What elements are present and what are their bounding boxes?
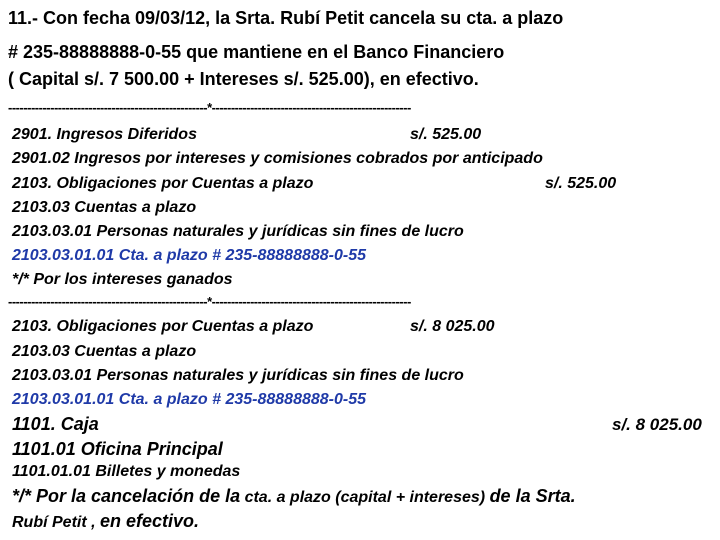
account-row-caja: 1101. Caja [12, 414, 99, 434]
account-row: 2901.02 Ingresos por intereses y comisiones cobrados por anticipado [12, 150, 543, 167]
gloss-name: Rubí Petit , [12, 514, 96, 531]
account-row-highlight: 2103.03.01.01 Cta. a plazo # 235-88888888-0-55 [12, 247, 367, 264]
debit-amount: s/. 525.00 [410, 126, 482, 143]
account-row: 2103.03 Cuentas a plazo [12, 343, 197, 360]
account-row: 2103.03 Cuentas a plazo [12, 199, 197, 216]
account-row: 2901. Ingresos Diferidos [12, 126, 197, 143]
entry-description-line-2: # 235-88888888-0-55 que mantiene en el Banco Financiero [8, 42, 505, 62]
credit-amount: s/. 8 025.00 [612, 415, 702, 434]
entry-description-line-1: 11.- Con fecha 09/03/12, la Srta. Rubí Petit cancela su cta. a plazo [8, 8, 564, 28]
gloss-part-2: cta. a plazo (capital + intereses) [244, 489, 486, 506]
account-row: 2103. Obligaciones por Cuentas a plazo [12, 175, 314, 192]
entry-description-line-3: ( Capital s/. 7 500.00 + Intereses s/. 525.00), en efectivo. [8, 69, 479, 89]
account-row-oficina: 1101.01 Oficina Principal [12, 439, 223, 459]
gloss-part-3: de la Srta. [489, 486, 576, 506]
debit-amount: s/. 8 025.00 [410, 318, 495, 335]
account-row-highlight: 2103.03.01.01 Cta. a plazo # 235-88888888-0-55 [12, 391, 367, 408]
entry-gloss-line-2 [12, 511, 199, 532]
gloss-part-1: */* Por la cancelación de la [12, 486, 241, 506]
account-row: 2103.03.01 Personas naturales y jurídicas sin fines de lucro [12, 223, 464, 240]
separator-line: ----------------------------------------------------*---------------------------------------------------- [8, 294, 411, 309]
separator-line: ----------------------------------------------------*---------------------------------------------------- [8, 100, 411, 115]
account-row: 2103.03.01 Personas naturales y jurídicas sin fines de lucro [12, 367, 464, 384]
entry-gloss: */* Por los intereses ganados [12, 271, 233, 288]
account-row: 2103. Obligaciones por Cuentas a plazo [12, 318, 314, 335]
gloss-method: en efectivo. [100, 511, 200, 531]
entry-gloss [12, 486, 576, 507]
account-row: 1101.01.01 Billetes y monedas [12, 463, 241, 480]
credit-amount: s/. 525.00 [545, 175, 617, 192]
